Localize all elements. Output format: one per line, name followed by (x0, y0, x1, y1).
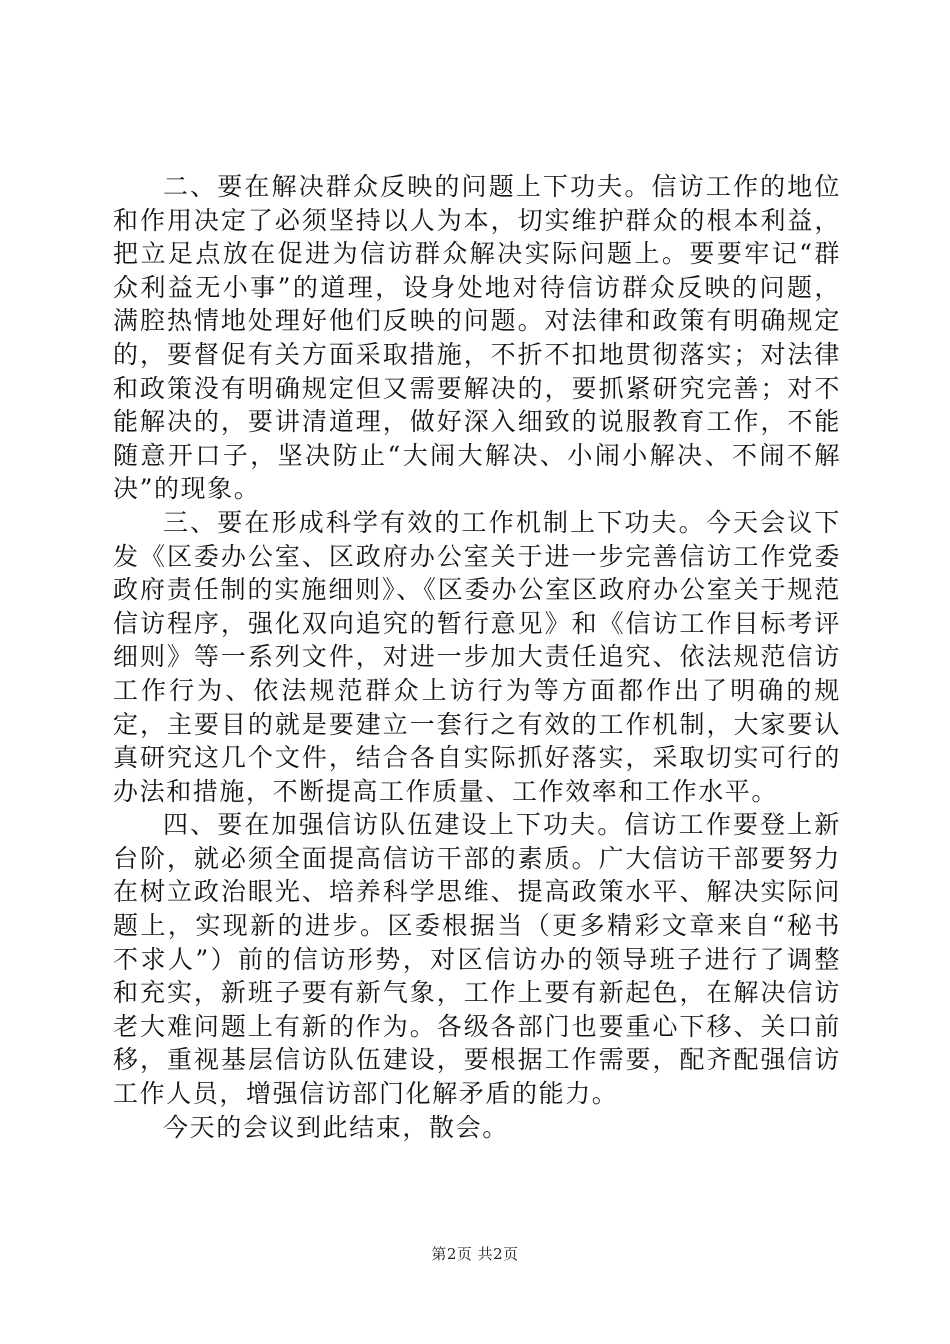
page-number-footer: 第2页 共2页 (431, 1245, 519, 1263)
paragraph-4: 四、要在加强信访队伍建设上下功夫。信访工作要登上新台阶，就必须全面提高信访干部的素质。广大信访干部要努力在树立政治眼光、培养科学思维、提高政策水平、解决实际问题上，实现新的进步。区委根据当（更多精彩文章来自“秘书不求人”）前的信访形势，对区信访办的领导班子进行了调整和充实，新班子要有新气象，工作上要有新起色，在解决信访老大难问题上有新的作为。各级各部门也要重心下移、关口前移，重视基层信访队伍建设，要根据工作需要，配齐配强信访工作人员，增强信访部门化解矛盾的能力。 (113, 810, 841, 1109)
paragraph-2: 二、要在解决群众反映的问题上下功夫。信访工作的地位和作用决定了必须坚持以人为本，切实维护群众的根本利益，把立足点放在促进为信访群众解决实际问题上。要要牢记“群众利益无小事”的道理，设身处地对待信访群众反映的问题，满腔热情地处理好他们反映的问题。对法律和政策有明确规定的，要督促有关方面采取措施，不折不扣地贯彻落实；对法律和政策没有明确规定但又需要解决的，要抓紧研究完善；对不能解决的，要讲清道理，做好深入细致的说服教育工作，不能随意开口子，坚决防止“大闹大解决、小闹小解决、不闹不解决”的现象。 (113, 172, 841, 504)
closing-paragraph: 今天的会议到此结束，散会。 (163, 1112, 509, 1142)
document-body (113, 170, 841, 1144)
paragraph-3: 三、要在形成科学有效的工作机制上下功夫。今天会议下发《区委办公室、区政府办公室关于进一步完善信访工作党委政府责任制的实施细则》、《区委办公室区政府办公室关于规范信访程序，强化双向追究的暂行意见》和《信访工作目标考评细则》等一系列文件，对进一步加大责任追究、依法规范信访工作行为、依法规范群众上访行为等方面都作出了明确的规定，主要目的就是要建立一套行之有效的工作机制，大家要认真研究这几个文件，结合各自实际抓好落实，采取切实可行的办法和措施，不断提高工作质量、工作效率和工作水平。 (113, 507, 841, 806)
